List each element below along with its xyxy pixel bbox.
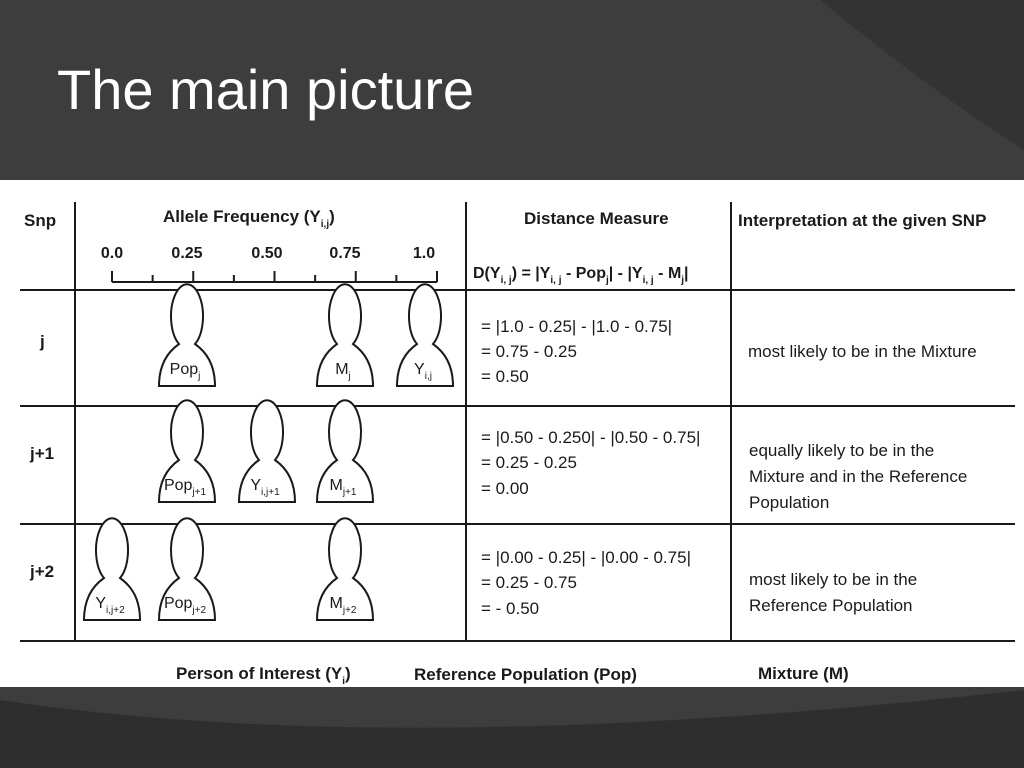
distance-row-3-line-1: = |0.00 - 0.25| - |0.00 - 0.75| (481, 548, 691, 567)
slide-title: The main picture (57, 58, 475, 121)
legend-reference-population: Reference Population (Pop) (414, 665, 637, 684)
row-label-j: j (40, 332, 45, 351)
person-figure-m (317, 284, 373, 386)
person-figure-y (84, 518, 140, 620)
interpretation-row-3-line-1: most likely to be in the (749, 570, 918, 589)
svg-text:Popj+1: Pop$_{j+1}$ (163, 477, 207, 498)
distance-row-3-line-3: = - 0.50 (481, 599, 540, 618)
distance-row-1-line-1: = |1.0 - 0.25| - |1.0 - 0.75| (481, 317, 673, 336)
interpretation-row-2-line-1: equally likely to be in the (749, 441, 935, 460)
distance-row-2-line-2: = 0.25 - 0.25 (481, 453, 577, 472)
person-figure-y (239, 400, 295, 502)
scale-tick-label: 0.75 (329, 245, 361, 262)
person-figure-pop (159, 518, 215, 620)
header-allele-frequency: Allele Frequency $(Y_{i,j})$ (163, 207, 335, 230)
distance-row-1-line-2: = 0.75 - 0.25 (481, 342, 577, 361)
person-figure-y (397, 284, 453, 386)
interpretation-row-1-line-1: most likely to be in the Mixture (748, 342, 977, 361)
svg-text:Yi,j+1: $Y_{i,j+1}$ (250, 477, 280, 498)
legend-person-of-interest: Person of Interest $(Y_i)$ (176, 664, 351, 687)
svg-text:Yi,j: $Y_{i,j}$ (414, 361, 432, 382)
svg-text:Popj+2: Pop$_{j+2}$ (163, 595, 207, 616)
svg-text:Mj+1: $M_{j+1}$ (329, 477, 357, 498)
scale-tick-label: 1.0 (412, 245, 436, 262)
person-figure-pop (159, 284, 215, 386)
distance-row-2-line-1: = |0.50 - 0.250| - |0.50 - 0.75| (481, 428, 701, 447)
distance-row-3-line-2: = 0.25 - 0.75 (481, 573, 577, 592)
allele-frequency-figure (0, 180, 1024, 687)
scale-tick-label: 0.50 (251, 245, 283, 262)
scale-tick-label: 0.0 (100, 245, 124, 262)
header-distance-measure: Distance Measure (524, 209, 669, 228)
interpretation-row-2-line-3: Population (749, 493, 830, 512)
legend-mixture: Mixture (M) (758, 664, 849, 683)
distance-formula: $D(Y_{i, j}) = |Y_{i, j} - Pop_j| - |Y_{i, j} - M_j|$ (473, 265, 689, 286)
row-label-j-plus-1: j+1 (30, 444, 55, 463)
person-figures (84, 284, 453, 620)
person-figure-m (317, 400, 373, 502)
header-interpretation: Interpretation at the given SNP (738, 211, 987, 230)
svg-text:Mj: $M_j$ (335, 361, 351, 382)
allele-frequency-scale (112, 271, 437, 282)
svg-text:Mj+2: $M_{j+2}$ (329, 595, 357, 616)
interpretation-row-2-line-2: Mixture and in the Reference (749, 467, 968, 486)
interpretation-row-3-line-2: Reference Population (749, 596, 913, 615)
person-figure-m (317, 518, 373, 620)
row-label-j-plus-2: j+2 (30, 562, 55, 581)
svg-text:Yi,j+2: $Y_{i,j+2}$ (95, 595, 125, 616)
distance-row-2-line-3: = 0.00 (481, 479, 529, 498)
distance-row-1-line-3: = 0.50 (481, 367, 529, 386)
person-figure-pop (159, 400, 215, 502)
svg-text:Popj: Pop$_j$ (169, 361, 201, 382)
scale-tick-label: 0.25 (171, 245, 203, 262)
header-snp: Snp (24, 211, 57, 230)
